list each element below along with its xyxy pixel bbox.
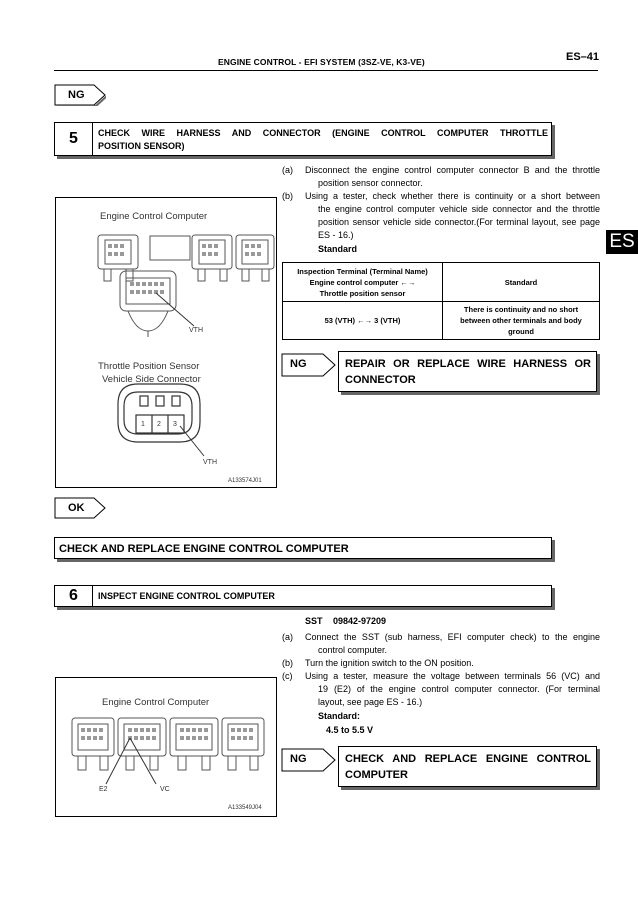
connector-diagram (55, 197, 277, 488)
standard-value: 4.5 to 5.5 V (326, 725, 374, 735)
standard-label: Standard: (318, 711, 361, 721)
header-text: Inspection Terminal (Terminal Name) (297, 266, 428, 276)
instruction-text: Connect the SST (sub harness, EFI computer check) to the engine (305, 632, 600, 642)
instruction-text: Disconnect the engine control computer connector B and the throttle (305, 165, 600, 175)
instruction-text: ES - 16.) (318, 230, 354, 240)
ecu-connector-drawing (56, 678, 278, 818)
check-replace-text: CHECK AND REPLACE ENGINE CONTROL COMPUTER (59, 543, 349, 555)
diagram-title: Engine Control Computer (100, 211, 208, 222)
ng-result-line2: CONNECTOR (345, 374, 416, 386)
ng-result-line1: REPAIR OR REPLACE WIRE HARNESS OR (345, 358, 591, 370)
header-text: Engine control computer ←→ (309, 277, 416, 287)
table-cell (443, 302, 600, 340)
vc-label: VC (160, 786, 170, 793)
ng-arrow-label: NG (290, 358, 307, 370)
ng-result-line1: CHECK AND REPLACE ENGINE CONTROL (345, 753, 591, 765)
table-header-cell: Standard (443, 263, 600, 302)
ng-flow-tab-label: NG (68, 89, 85, 101)
step-6-box (54, 585, 552, 607)
header-text: Throttle position sensor (319, 288, 406, 298)
ng-result-line2: COMPUTER (345, 769, 408, 781)
sst-label: SST (305, 616, 323, 626)
vth-label-bottom: VTH (203, 459, 217, 466)
instruction-marker: (a) (282, 632, 293, 642)
step-title-line1: CHECK WIRE HARNESS AND CONNECTOR (ENGINE CONTROL COMPUTER THROTTLE (98, 128, 548, 138)
ng-arrow-label: NG (290, 753, 307, 765)
pin-label: 2 (157, 421, 161, 428)
step-number: 5 (55, 123, 93, 155)
diagram-title: Engine Control Computer (102, 697, 210, 708)
instruction-text: Turn the ignition switch to the ON position. (305, 658, 474, 668)
header-rule (54, 70, 598, 71)
standard-label: Standard (318, 244, 358, 254)
instruction-text: layout, see page ES - 16.) (318, 697, 423, 707)
figure-id: A133549J04 (228, 805, 262, 811)
cell-text: There is continuity and no short (463, 305, 579, 314)
instruction-text: position sensor connector. (318, 178, 423, 188)
standard-table (282, 262, 600, 340)
sensor-title-line1: Throttle Position Sensor (98, 361, 200, 372)
step-number: 6 (55, 586, 93, 606)
section-side-tab: ES (606, 230, 638, 254)
pin-label: 1 (141, 421, 145, 428)
step-title-line2: POSITION SENSOR) (98, 141, 185, 151)
table-cell: 53 (VTH) ←→ 3 (VTH) (283, 302, 443, 340)
instruction-marker: (a) (282, 165, 293, 175)
instruction-marker: (c) (282, 671, 293, 681)
instruction-text: 19 (E2) of the engine control computer connector. (For terminal (318, 684, 600, 694)
instruction-text: Using a tester, check whether there is continuity or a short between (305, 191, 600, 201)
sensor-title-line2: Vehicle Side Connector (102, 374, 201, 385)
cell-text: ground (508, 327, 534, 336)
instruction-text: control computer. (318, 645, 388, 655)
vth-label-top: VTH (189, 327, 203, 334)
instruction-text: Using a tester, measure the voltage between terminals 56 (VC) and (305, 671, 600, 681)
cell-text: between other terminals and body (460, 316, 582, 325)
instruction-text: the engine control computer vehicle side connector and the throttle (318, 204, 600, 214)
ng-result-box (338, 351, 597, 392)
page-number: ES–41 (566, 51, 600, 63)
header-title: ENGINE CONTROL - EFI SYSTEM (3SZ-VE, K3-VE) (218, 57, 425, 67)
pin-label: 3 (173, 421, 177, 428)
step-title: INSPECT ENGINE CONTROL COMPUTER (98, 591, 275, 601)
table-header-cell (283, 263, 443, 302)
instruction-marker: (b) (282, 191, 293, 201)
instruction-marker: (b) (282, 658, 293, 668)
table-header-row (283, 263, 600, 302)
figure-id: A133574J01 (228, 478, 262, 484)
ecu-connector-diagram (55, 677, 277, 817)
check-replace-box (54, 537, 552, 559)
table-row (283, 302, 600, 340)
connector-drawing (56, 198, 278, 489)
ng-result-box (338, 746, 597, 787)
sst-value: 09842-97209 (333, 616, 387, 626)
e2-label: E2 (99, 786, 108, 793)
ok-flow-tab-label: OK (68, 502, 85, 514)
step-5-box (54, 122, 552, 156)
instruction-text: position sensor vehicle side connector.(For terminal layout, see page (318, 217, 600, 227)
